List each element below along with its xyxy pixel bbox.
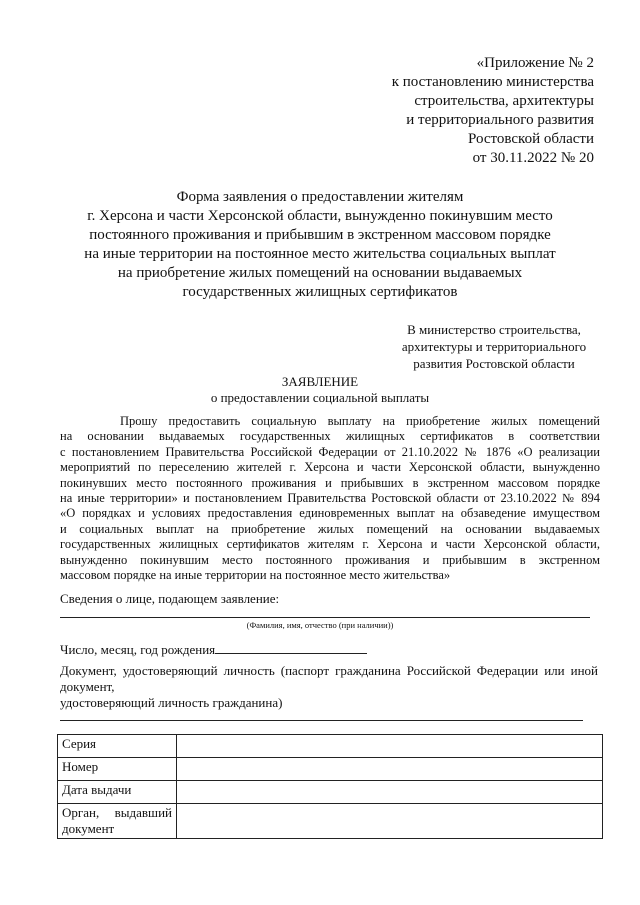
statement-title: ЗАЯВЛЕНИЕ: [281, 374, 359, 389]
document-line: удостоверяющий личность гражданина): [60, 695, 283, 710]
form-title-line: на приобретение жилых помещений на основании выдаваемых: [117, 265, 523, 281]
applicant-info-label: Сведения о лице, подающем заявление:: [60, 591, 280, 606]
issue-date-label: Дата выдачи: [58, 781, 177, 804]
addressee-line: В министерство строительства,: [407, 322, 581, 337]
series-label: Серия: [58, 735, 177, 758]
birth-date-input-line[interactable]: [215, 641, 367, 654]
form-title-line: государственных жилищных сертификатов: [182, 284, 458, 300]
appendix-line: и территориального развития: [406, 112, 594, 128]
addressee-block: [384, 321, 604, 372]
table-row: [58, 758, 603, 781]
table-row: [58, 804, 603, 839]
issuing-authority-field[interactable]: [177, 804, 603, 839]
series-field[interactable]: [177, 735, 603, 758]
appendix-header: [330, 54, 594, 168]
body-line: с постановлением Правительства Российской Федерации от 21.10.2022 № 1876 «О реализации: [60, 444, 600, 459]
addressee-line: развития Ростовской области: [413, 356, 575, 371]
statement-body: [60, 414, 600, 583]
body-line: мероприятий по переселению жителей г. Херсона и части Херсонской области, вынужденно: [60, 460, 600, 475]
addressee-line: архитектуры и территориального: [401, 339, 587, 354]
body-line: на иные территории» и постановлением Правительства Ростовской области от 23.10.2022 № 894: [60, 490, 600, 505]
body-line: на основании выдаваемых государственных жилищных сертификатов в соответствии: [60, 429, 600, 444]
form-title-line: на иные территории на постоянное место жительства социальных выплат: [84, 246, 556, 262]
issuing-authority-label-line: документ: [62, 821, 115, 836]
statement-heading: [180, 374, 460, 406]
appendix-line: Ростовской области: [468, 131, 594, 147]
body-line: «О порядках и условиях предоставления единовременных выплат на обзаведение имуществом: [60, 506, 600, 521]
number-field[interactable]: [177, 758, 603, 781]
form-title-line: постоянного проживания и прибывшим в экстренном массовом порядке: [89, 227, 551, 243]
statement-subtitle: о предоставлении социальной выплаты: [210, 390, 430, 405]
birth-date-label: Число, месяц, год рождения: [60, 642, 216, 657]
issue-date-field[interactable]: [177, 781, 603, 804]
document-line: документ,: [60, 679, 115, 694]
form-title-line: Форма заявления о предоставлении жителям: [176, 189, 464, 205]
appendix-line: «Приложение № 2: [476, 55, 594, 71]
fio-input-line[interactable]: [60, 617, 590, 618]
body-line: покинувших место постоянного проживания и прибывших в экстренном массовом порядке: [60, 475, 600, 490]
body-line: и социальных выплат на приобретение жилых помещений на основании выдаваемых: [60, 521, 600, 536]
body-line: Прошу предоставить социальную выплату на приобретение жилых помещений: [120, 414, 600, 428]
issuing-authority-label: [58, 804, 177, 839]
table-row: [58, 735, 603, 758]
body-line: вынужденно покинувшим место постоянного проживания и прибывшим в экстренном: [60, 552, 600, 567]
identity-document-text: [60, 663, 598, 711]
appendix-line: от 30.11.2022 № 20: [472, 150, 594, 166]
birth-date-row: [60, 641, 367, 658]
fio-hint: (Фамилия, имя, отчество (при наличии)): [246, 620, 394, 630]
document-line: Документ, удостоверяющий личность (паспорт гражданина Российской Федерации или иной: [60, 663, 598, 678]
document-input-line[interactable]: [60, 720, 583, 721]
number-label: Номер: [58, 758, 177, 781]
body-line: государственных жилищных сертификатов жителям г. Херсона и части Херсонской области,: [60, 537, 600, 552]
identity-document-table: [57, 734, 603, 839]
issuing-authority-label-line: Орган, выдавший: [62, 805, 172, 820]
form-title-line: г. Херсона и части Херсонской области, вынужденно покинувшим место: [87, 208, 553, 224]
table-row: [58, 781, 603, 804]
form-title: [60, 188, 580, 302]
body-line: массовом порядке на иные территории на постоянное место жительства»: [60, 567, 451, 582]
appendix-line: к постановлению министерства: [391, 74, 594, 90]
appendix-line: строительства, архитектуры: [414, 93, 594, 109]
